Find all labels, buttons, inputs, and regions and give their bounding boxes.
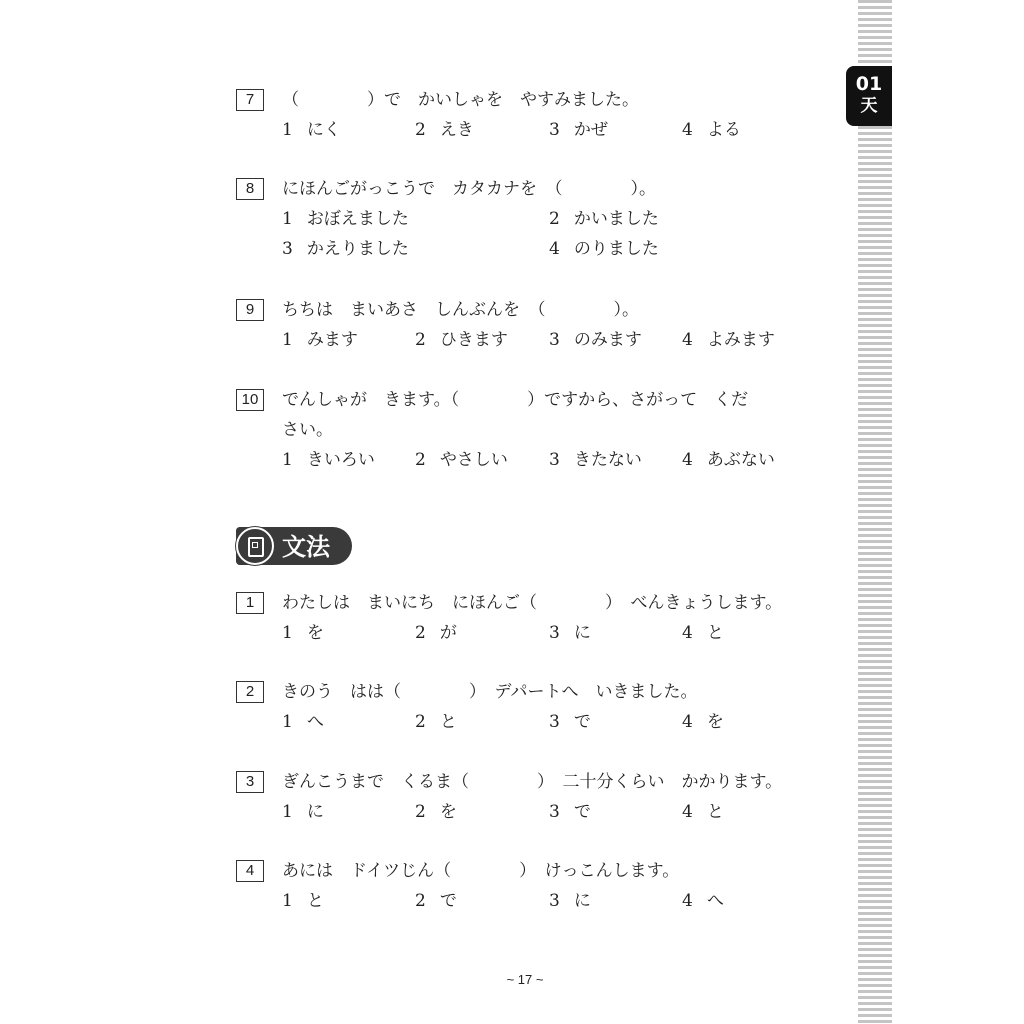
question-text: ちちは まいあさ しんぶんを （ ）。 <box>282 300 639 320</box>
question-number: 8 <box>236 178 264 200</box>
book-icon <box>236 527 274 565</box>
question-text: （ ）で かいしゃを やすみました。 <box>282 90 639 110</box>
option-4: 4 と <box>682 623 724 643</box>
option-2: 2 かいました <box>549 209 659 229</box>
chapter-day-label: 天 <box>860 96 878 116</box>
option-4: 4 のりました <box>549 239 659 259</box>
option-1: 1 と <box>282 891 324 911</box>
option-2: 2 ひきます <box>415 330 508 350</box>
option-2: 2 を <box>415 802 457 822</box>
question-number: 7 <box>236 89 264 111</box>
option-1: 1 を <box>282 623 324 643</box>
option-3: 3 かえりました <box>282 239 409 259</box>
option-3: 3 かぜ <box>549 120 608 140</box>
question-number: 3 <box>236 771 264 793</box>
option-4: 4 よる <box>682 120 741 140</box>
option-2: 2 が <box>415 623 457 643</box>
section-header-grammar <box>236 527 352 565</box>
page-number: ~ 17 ~ <box>506 972 544 987</box>
option-2: 2 えき <box>415 120 474 140</box>
question-number: 10 <box>236 389 264 411</box>
option-3: 3 のみます <box>549 330 642 350</box>
option-1: 1 にく <box>282 120 341 140</box>
option-4: 4 あぶない <box>682 450 775 470</box>
option-1: 1 に <box>282 802 324 822</box>
option-3: 3 きたない <box>549 450 642 470</box>
option-2: 2 やさしい <box>415 450 508 470</box>
question-text: きのう はは（ ） デパートへ いきました。 <box>282 682 698 702</box>
option-1: 1 みます <box>282 330 358 350</box>
option-1: 1 おぼえました <box>282 209 409 229</box>
option-1: 1 へ <box>282 712 324 732</box>
section-title: 文法 <box>282 533 330 561</box>
option-4: 4 へ <box>682 891 724 911</box>
question-text: でんしゃが きます。（ ）ですから、さがって くだ <box>282 390 749 410</box>
chapter-tab <box>846 66 892 126</box>
option-2: 2 と <box>415 712 457 732</box>
option-3: 3 で <box>549 802 591 822</box>
question-number: 4 <box>236 860 264 882</box>
option-3: 3 に <box>549 623 591 643</box>
question-number: 9 <box>236 299 264 321</box>
option-2: 2 で <box>415 891 457 911</box>
side-stripes <box>858 0 892 1024</box>
option-1: 1 きいろい <box>282 450 375 470</box>
question-number: 2 <box>236 681 264 703</box>
question-text: ぎんこうまで くるま（ ） 二十分くらい かかります。 <box>282 772 783 792</box>
question-text: あには ドイツじん（ ） けっこんします。 <box>282 861 680 881</box>
option-4: 4 よみます <box>682 330 775 350</box>
option-4: 4 を <box>682 712 724 732</box>
option-3: 3 に <box>549 891 591 911</box>
option-4: 4 と <box>682 802 724 822</box>
question-text: にほんごがっこうで カタカナを （ ）。 <box>282 179 656 199</box>
question-text: わたしは まいにち にほんご（ ） べんきょうします。 <box>282 593 783 613</box>
option-3: 3 で <box>549 712 591 732</box>
question-text-continued: さい。 <box>282 420 333 440</box>
chapter-day-number: 01 <box>855 73 883 95</box>
question-number: 1 <box>236 592 264 614</box>
